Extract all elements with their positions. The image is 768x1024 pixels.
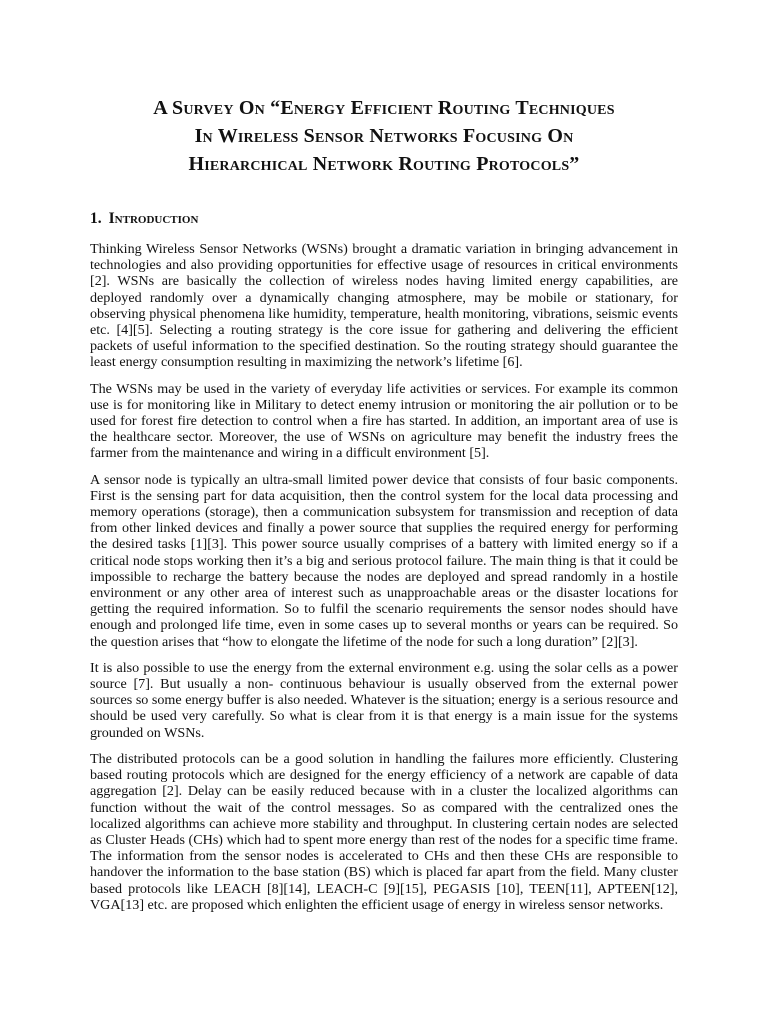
paragraph-3: A sensor node is typically an ultra-small limited power device that consists of four basic components. First is the sensing part for data acquisition, then the control system for the local data processing and memory operations (storage), then a communication subsystem for transmission and reception of data from other linked devices and finally a power source that supplies the required energy for performing the desired tasks [1][3]. This power source usually comprises of a battery with limited energy so if a critical node stops working then it’s a big and serious protocol failure. The main thing is that it could be impossible to recharge the battery because the nodes are deployed and spread randomly in a hostile environment or any other area of interest such as unapproachable areas or the disaster locations for getting the required information. So to fulfil the scenario requirements the sensor nodes should have enough and prolonged life time, even in some cases up to several months or years can be required. So the question arises that “how to elongate the lifetime of the node for such a long duration” [2][3]. <box>90 471 678 650</box>
paragraph-5: The distributed protocols can be a good solution in handling the failures more efficiently. Clustering based routing protocols which are designed for the energy efficiency of a network are capable of data aggregation [2]. Delay can be easily reduced because with in a cluster the localized algorithms can function without the wait of the control messages. So as compared with the centralized ones the localized algorithms can achieve more stability and throughput. In clustering certain nodes are selected as Cluster Heads (CHs) which had to spent more energy than rest of the nodes for a specific time frame. The information from the sensor nodes is accelerated to CHs and then these CHs are responsible to handover the information to the base station (BS) which is placed far apart from the field. Many cluster based protocols like LEACH [8][14], LEACH-C [9][15], PEGASIS [10], TEEN[11], APTEEN[12], VGA[13] etc. are proposed which enlighten the efficient usage of energy in wireless sensor networks. <box>90 750 678 913</box>
paragraph-4: It is also possible to use the energy from the external environment e.g. using the solar cells as a power source [7]. But usually a non- continuous behaviour is usually observed from the external power sources so some energy buffer is also needed. Whatever is the situation; energy is a serious resource and should be used very carefully. So what is clear from it is that energy is a main issue for the systems grounded on WSNs. <box>90 659 678 741</box>
section-number: 1. <box>90 210 102 227</box>
paper-page <box>90 94 678 923</box>
title-line-3: Hierarchical Network Routing Protocols” <box>188 153 580 175</box>
section-heading <box>90 209 678 229</box>
paper-title <box>90 94 678 178</box>
title-line-2: In Wireless Sensor Networks Focusing On <box>194 125 574 147</box>
title-line-1: A Survey On “Energy Efficient Routing Techniques <box>153 97 615 119</box>
paragraph-2: The WSNs may be used in the variety of everyday life activities or services. For example its common use is for monitoring like in Military to detect enemy intrusion or monitoring the air pollution or to be used for forest fire detection to control when a fire has started. In addition, an important area of use is the healthcare sector. Moreover, the use of WSNs on agriculture may benefit the industry frees the farmer from the maintenance and wiring in a difficult environment [5]. <box>90 380 678 462</box>
section-title: Introduction <box>108 210 199 227</box>
paragraph-1: Thinking Wireless Sensor Networks (WSNs) brought a dramatic variation in bringing advancement in technologies and also providing opportunities for effective usage of resources in critical environments [2]. WSNs are basically the collection of wireless nodes having limited energy capabilities, are deployed randomly over a dynamically changing atmosphere, may be mobile or stationary, for observing physical phenomena like humidity, temperature, health monitoring, vibrations, seismic events etc. [4][5]. Selecting a routing strategy is the core issue for gathering and delivering the efficient packets of useful information to the specified destination. So the routing strategy should guarantee the least energy consumption resulting in maximizing the network’s lifetime [6]. <box>90 241 678 371</box>
